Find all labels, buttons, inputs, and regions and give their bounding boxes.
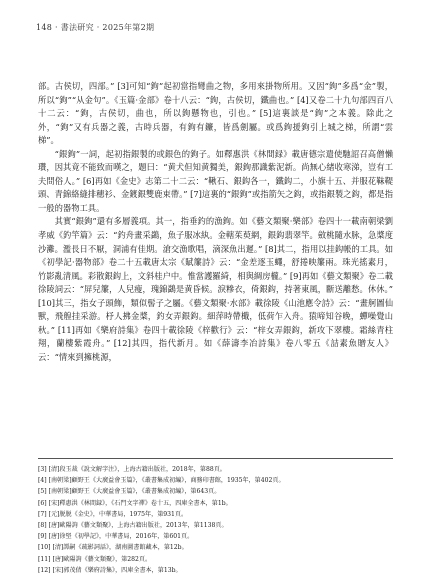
paragraph: 部。古侯切，四部。” [3]可知“鉤”起初當指彎曲之物，多用來掛物所用。又因“鉤”多爲“金”製，所以“鉤”“从金句”。《玉篇·金部》卷十八云：“鉤，古侯切，鐵曲也。” [4]又卷二十九句部四百八十二云：“鉤，古侯切，曲也，所以鉤懸物也，引也。” [5]這裏談是“鉤”之本義。除此之外，“鉤”又有兵器之義，古時兵器，有鉤有鐮，皆爲劍屬。或爲鉤援鉤引上城之梯，所謂“雲梯”。 — [38, 81, 393, 146]
footnote: [12] [宋]郭茂倩《樂府詩集》，四庫全書本，第13b。 — [38, 566, 182, 574]
footnote: [7] [元]脱脱《金史》，中華書局，1975年，第931頁。 — [38, 510, 188, 518]
footnote: [6] [宋]釋惠洪《林間録》，《石門文字禪》卷十五，四庫全書本，第1b。 — [38, 499, 232, 507]
footnote: [4] [南朝梁]顧野王《大廣益會玉篇》，《叢書集成初編》，商務印書館，1935年，第402頁。 — [38, 477, 285, 485]
footnote: [3] [清]段玉裁《說文解字注》，上海古籍出版社，2018年，第88頁。 — [38, 466, 226, 473]
running-header: 148 · 書法研究 · 2025年第2期 — [36, 23, 155, 32]
footnote: [11] [唐]歐陽詢《藝文類聚》，第282頁。 — [38, 555, 152, 563]
footnote: [9] [唐]徐堅《初學記》，中華書局，2016年，第601頁。 — [38, 533, 194, 541]
footnote: [8] [唐]歐陽詢《藝文類聚》，上海古籍出版社，2013年，第1138頁。 — [38, 522, 228, 530]
footnotes — [38, 458, 393, 576]
footnote: [5] [南朝梁]顧野王《大廣益會玉篇》，《叢書集成初編》，第643頁。 — [38, 488, 221, 496]
paragraph: “銀鉤”一詞，起初指銀製的或銀色的鉤子。如釋惠洪《林間録》載唐德宗遣使馳詔召高僧懶瓚，因其竟不能致而嘆之，題曰：“黄犬但知黄獨美，銀鉤那識紫泥新。尚無心緒收寒涕，豈有工夫問俗人。” [6]再如《金史》志第二十二云：“鞦石、銀鈎各一，鐵鈎二，小旗十五、并服花靺鞮頭、青錦絡縫排穗衫、金鍍銀雙鹿束帶。” [7]這裏的“銀鉤”或指箭矢之鈎，或指銀製之鈎，都是指一般的器物工具。 — [38, 148, 393, 213]
paragraph: 其實“銀鉤”還有多層義項。其一，指垂釣的漁鉤。如《藝文類聚·樂部》卷四十一載南朝梁劉孝威《釣竿篇》云：“釣舟畫采鷁，魚子服冰紈。金轄茱萸網，銀鈎翡翠竿。斂桃隨水脉，急槳度沙灘。濫長日不厭，洞浦有佳期。滄交漁歌唱，滴深魚出遲。” [8]其二，指用以挂鈎帳的工具。如《初學記·器物部》卷二十五載唐太宗《賦簾詩》云：“金差逐玉蠅，舒捲映簾兩。珠光搖素月，竹影亂清風。彩散銀鈎上，文斜桂户中。惟當護羅綺，相與綢房櫳。” [9]再如《藝文類聚》卷二載徐陵詞云：“屏兒簾，人兒瘦，瑰錦鷁是黄昏候。淚糝衣，倚銀鈎，持著東風，斷送離愁。休休。” [10]其三，指女子頭飾，類似髻子之屬。《藝文類聚·水部》載徐陵《山池應令詩》云：“畫舸圖仙獸，飛艎挂采游。杼人拂金槳，釣女弄銀鈎。細萍時帶檝，低荷乍入舟。猿啼知谷晚，蟬噪覺山秋。” [11]再如《樂府詩集》卷四十載徐陵《梓歡行》云：“梓女弄銀鈎，新攻下翠樓。霜絲青柱翔，蘭樓紫霞舟。” [12]其四，指代新月。如《薛濤李冶詩集》卷八零五《詰素魚贈友人》云：“情來到擁桃源， — [38, 216, 393, 362]
footnote: [10] [清]譚嗣《疏影詞話》，湖南圖書館藏本，第12b。 — [38, 544, 188, 552]
article-body — [38, 80, 393, 364]
